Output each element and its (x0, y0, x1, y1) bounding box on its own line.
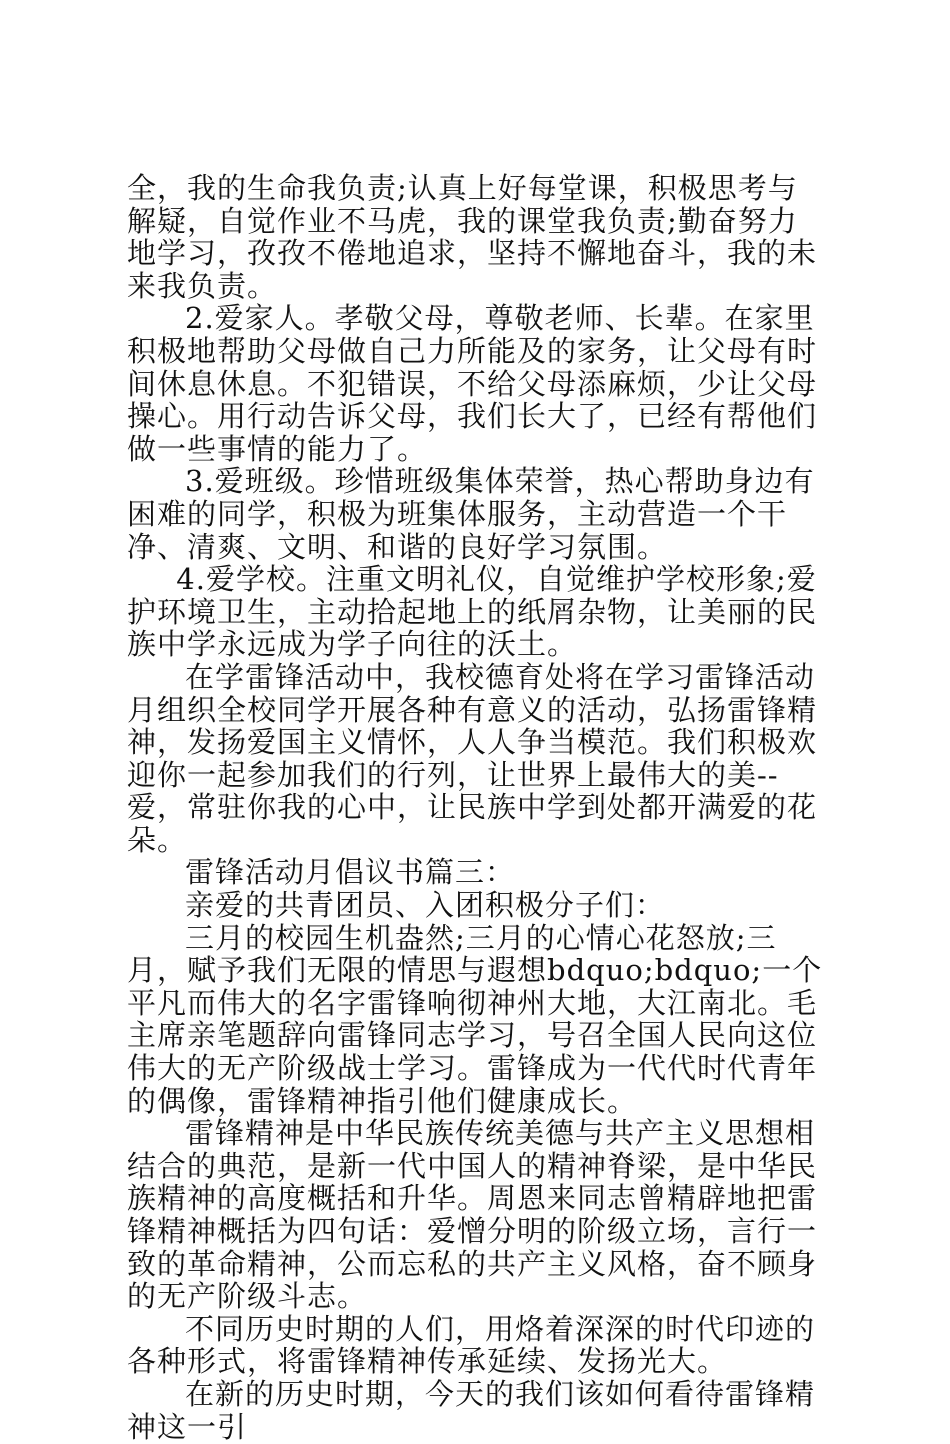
paragraph-3: 3.爱班级。珍惜班级集体荣誉，热心帮助身边有困难的同学，积极为班集体服务，主动营造一个干净、清爽、文明、和谐的良好学习氛围。 (127, 464, 815, 564)
paragraph-7: 雷锋精神是中华民族传统美德与共产主义思想相结合的典范，是新一代中国人的精神脊梁，是中华民族精神的高度概括和升华。周恩来同志曾精辟地把雷锋精神概括为四句话：爱憎分明的阶级立场，言行一致的革命精神，公而忘私的共产主义风格，奋不顾身的无产阶级斗志。 (127, 1116, 818, 1314)
paragraph-1: 全，我的生命我负责;认真上好每堂课，积极思考与解疑，自觉作业不马虎，我的课堂我负责;勤奋努力地学习，孜孜不倦地追求，坚持不懈地奋斗，我的未来我负责。 (127, 171, 818, 303)
paragraph-5: 在学雷锋活动中，我校德育处将在学习雷锋活动月组织全校同学开展各种有意义的活动，弘扬雷锋精神，发扬爱国主义情怀，人人争当模范。我们积极欢迎你一起参加我们的行列，让世界上最伟大的美--爱，常驻你我的心中，让民族中学到处都开满爱的花朵。 (127, 659, 818, 857)
salutation: 亲爱的共青团员、入团积极分子们： (185, 888, 666, 923)
paragraph-8: 不同历史时期的人们，用烙着深深的时代印迹的各种形式，将雷锋精神传承延续、发扬光大。 (127, 1311, 816, 1379)
document-body (127, 172, 827, 1443)
paragraph-2: 2.爱家人。孝敬父母，尊敬老师、长辈。在家里积极地帮助父母做自己力所能及的家务，让父母有时间休息休息。不犯错误，不给父母添麻烦，少让父母操心。用行动告诉父母，我们长大了，已经有帮他们做一些事情的能力了。 (127, 301, 818, 466)
paragraph-4: 4.爱学校。注重文明礼仪，自觉维护学校形象;爱护环境卫生，主动拾起地上的纸屑杂物，让美丽的民族中学永远成为学子向往的沃土。 (127, 562, 818, 662)
paragraph-9: 在新的历史时期，今天的我们该如何看待雷锋精神这一引 (127, 1376, 816, 1444)
section-heading: 雷锋活动月倡议书篇三： (185, 855, 516, 890)
paragraph-6: 三月的校园生机盎然;三月的心情心花怒放;三月，赋予我们无限的情思与遐想bdquo;bdquo;一个平凡而伟大的名字雷锋响彻神州大地，大江南北。毛主席亲笔题辞向雷锋同志学习，号召全国人民向这位伟大的无产阶级战士学习。雷锋成为一代代时代青年的偶像，雷锋精神指引他们健康成长。 (127, 920, 823, 1118)
